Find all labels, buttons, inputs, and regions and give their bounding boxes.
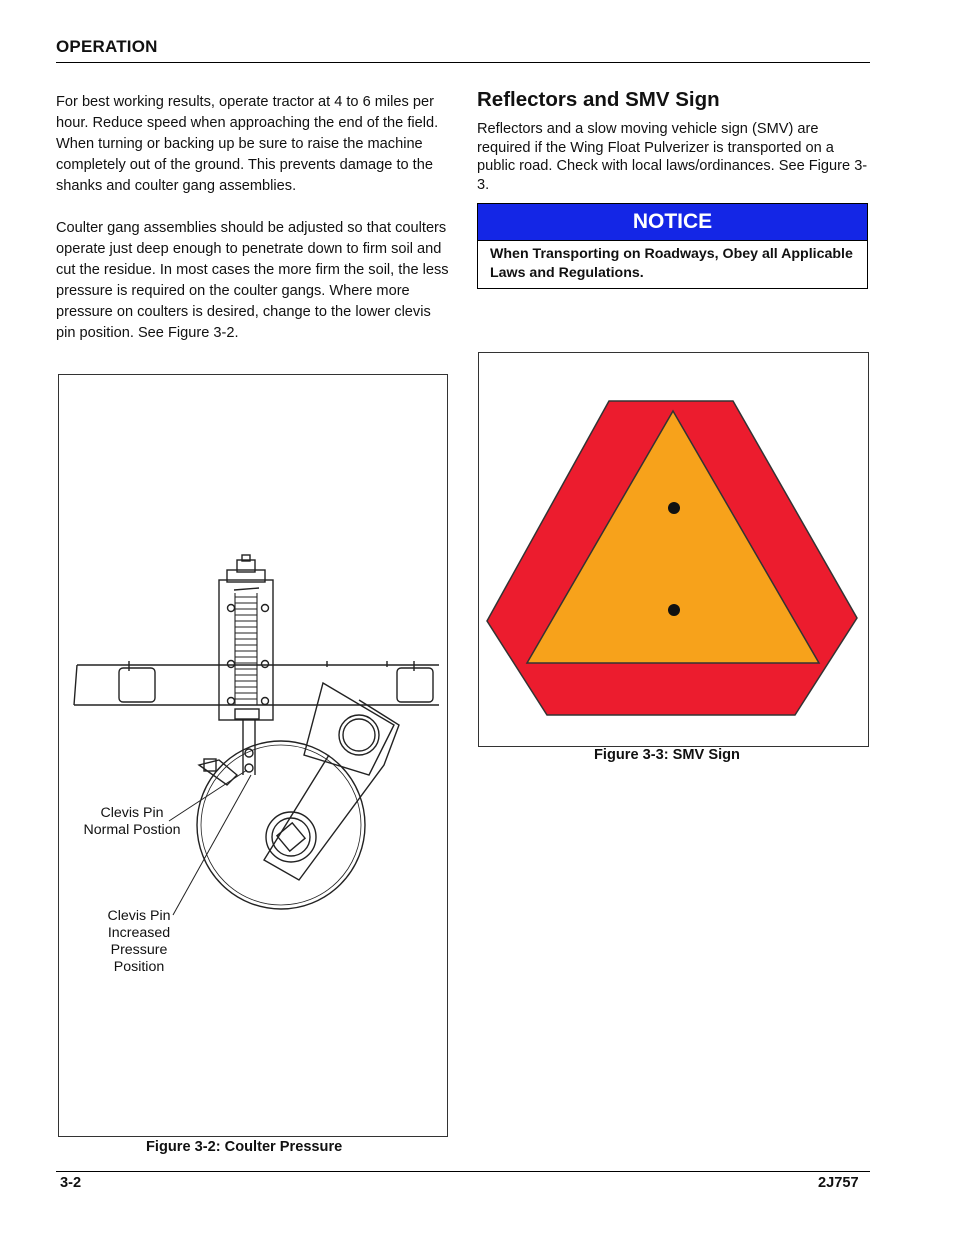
figure-3-caption: Figure 3-3: SMV Sign: [594, 747, 740, 763]
label-clevis-normal: Clevis Pin Normal Postion: [83, 805, 181, 838]
notice-heading: NOTICE: [478, 204, 867, 241]
coulter-drawing: [59, 375, 449, 1138]
paragraph-coulter-adjustment: Coulter gang assemblies should be adjusted so that coulters operate just deep enough to penetrate down to firm soil and cut the residue. In most cases the more firm the soil, the less pressure is required on the coulter gangs. Where more pressure on coulters is desired, change to the lower clevis pin position. See Figure 3-2.: [56, 220, 449, 341]
figure-2-caption: Figure 3-2: Coulter Pressure: [146, 1139, 343, 1155]
notice-text: When Transporting on Roadways, Obey all Applicable Laws and Regulations.: [490, 246, 853, 281]
footer-rule: [56, 1171, 870, 1172]
left-column: [56, 92, 451, 344]
paragraph-operating-speed: For best working results, operate tractor at 4 to 6 miles per hour. Reduce speed when approaching the end of the field. When turning or backing up be sure to raise the machine completely out of the ground. This prevents damage to the shanks and coulter gang assemblies.: [56, 94, 439, 194]
smv-paragraph: Reflectors and a slow moving vehicle sign (SMV) are required if the Wing Float Pulverizer is transported on a public road. Check with local laws/ordinances. See Figure 3-3.: [477, 121, 868, 193]
smv-sign-graphic: [479, 353, 870, 748]
figure-smv-sign: [478, 352, 869, 747]
notice-box: [477, 203, 868, 289]
label-clevis-increased: Clevis Pin Increased Pressure Position: [107, 908, 171, 975]
document-id: 2J757: [818, 1175, 859, 1191]
section-header: OPERATION: [56, 37, 158, 56]
section-title: Reflectors and SMV Sign: [477, 88, 720, 111]
figure-coulter-pressure: [58, 374, 448, 1137]
header-rule: [56, 62, 870, 63]
page-number: 3-2: [60, 1175, 82, 1191]
